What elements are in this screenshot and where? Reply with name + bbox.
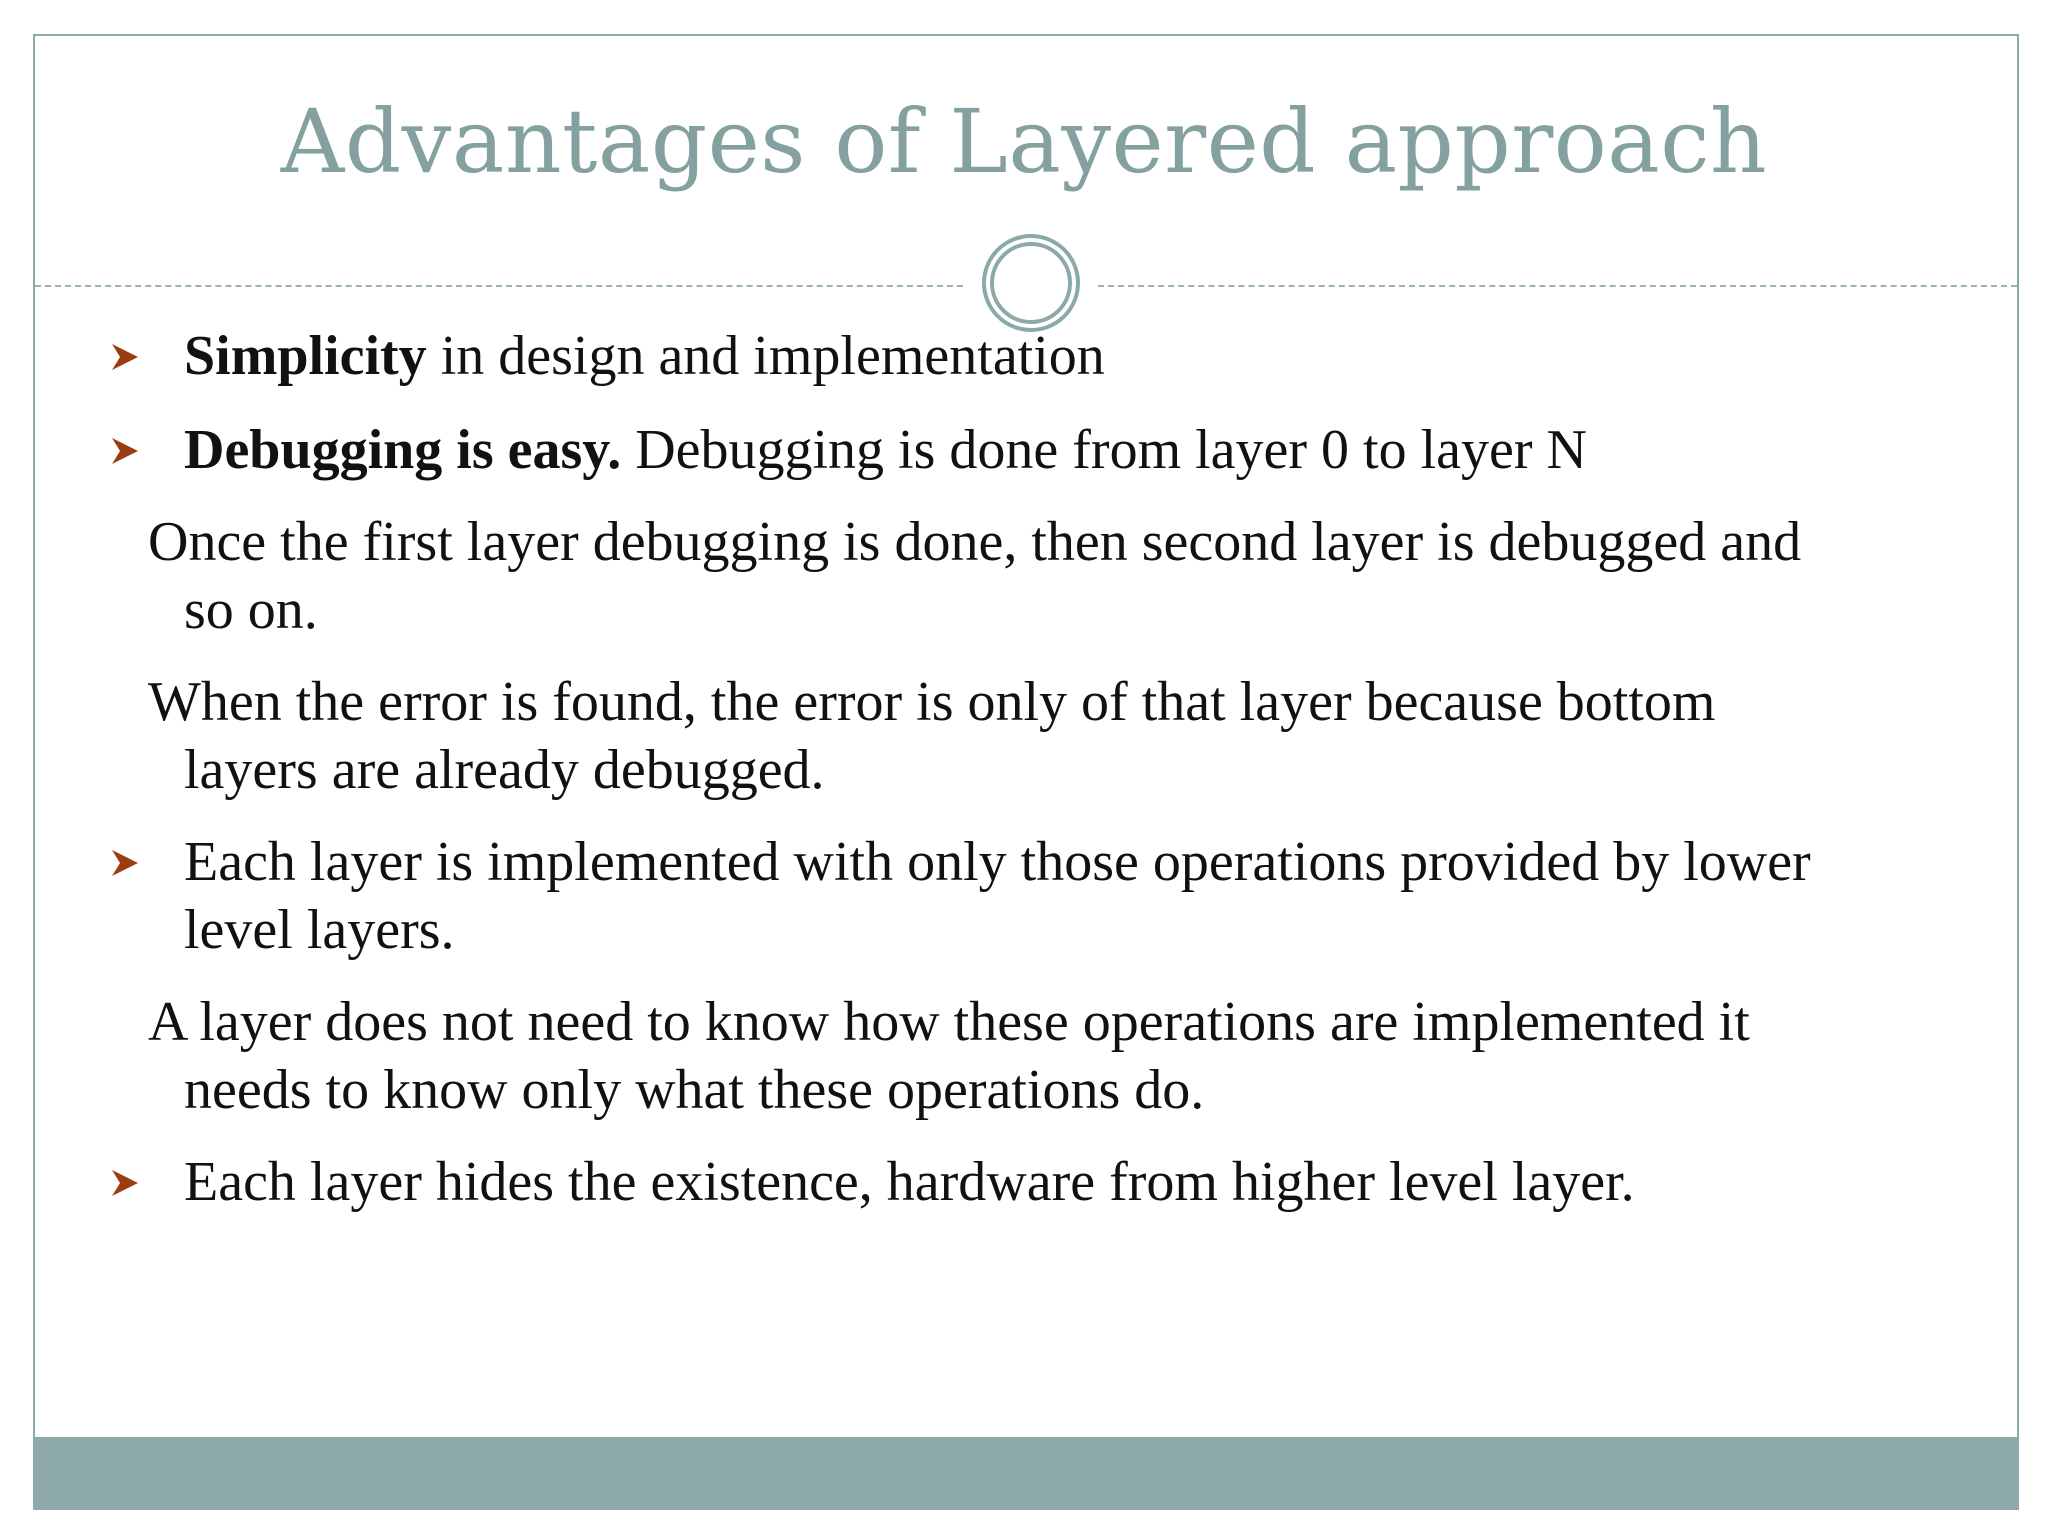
bullet-simplicity-bold: Simplicity — [184, 325, 427, 387]
bullet-hides-existence: Each layer hides the existence, hardware from higher level layer. — [184, 1151, 1635, 1213]
arrowhead-bullet-icon — [110, 1168, 140, 1198]
paragraph-layer-knowledge-line1: A layer does not need to know how these operations are implemented it — [148, 991, 1750, 1053]
bullet-operations-line1: Each layer is implemented with only those operations provided by lower — [184, 831, 1811, 893]
paragraph-layer-knowledge-line2: needs to know only what these operations do. — [184, 1059, 1205, 1121]
arrowhead-bullet-icon — [110, 848, 140, 878]
paragraph-error-found-line2: layers are already debugged. — [184, 739, 825, 801]
paragraph-debug-order-line2: so on. — [184, 579, 318, 641]
footer-bar — [33, 1437, 2019, 1510]
bullet-simplicity — [184, 322, 1105, 390]
paragraph-error-found-line1: When the error is found, the error is only of that layer because bottom — [148, 671, 1716, 733]
bullet-debugging-text: Debugging is done from layer 0 to layer N — [621, 419, 1587, 481]
bullet-debugging — [184, 416, 1587, 484]
bullet-debugging-bold: Debugging is easy. — [184, 419, 622, 481]
bullet-simplicity-text: in design and implementation — [426, 325, 1105, 387]
arrowhead-bullet-icon — [110, 436, 140, 466]
arrowhead-bullet-icon — [110, 342, 140, 372]
bullet-operations-line2: level layers. — [184, 899, 455, 961]
slide-title: Advantages of Layered approach — [280, 90, 1768, 193]
paragraph-debug-order-line1: Once the first layer debugging is done, then second layer is debugged and — [148, 511, 1802, 573]
